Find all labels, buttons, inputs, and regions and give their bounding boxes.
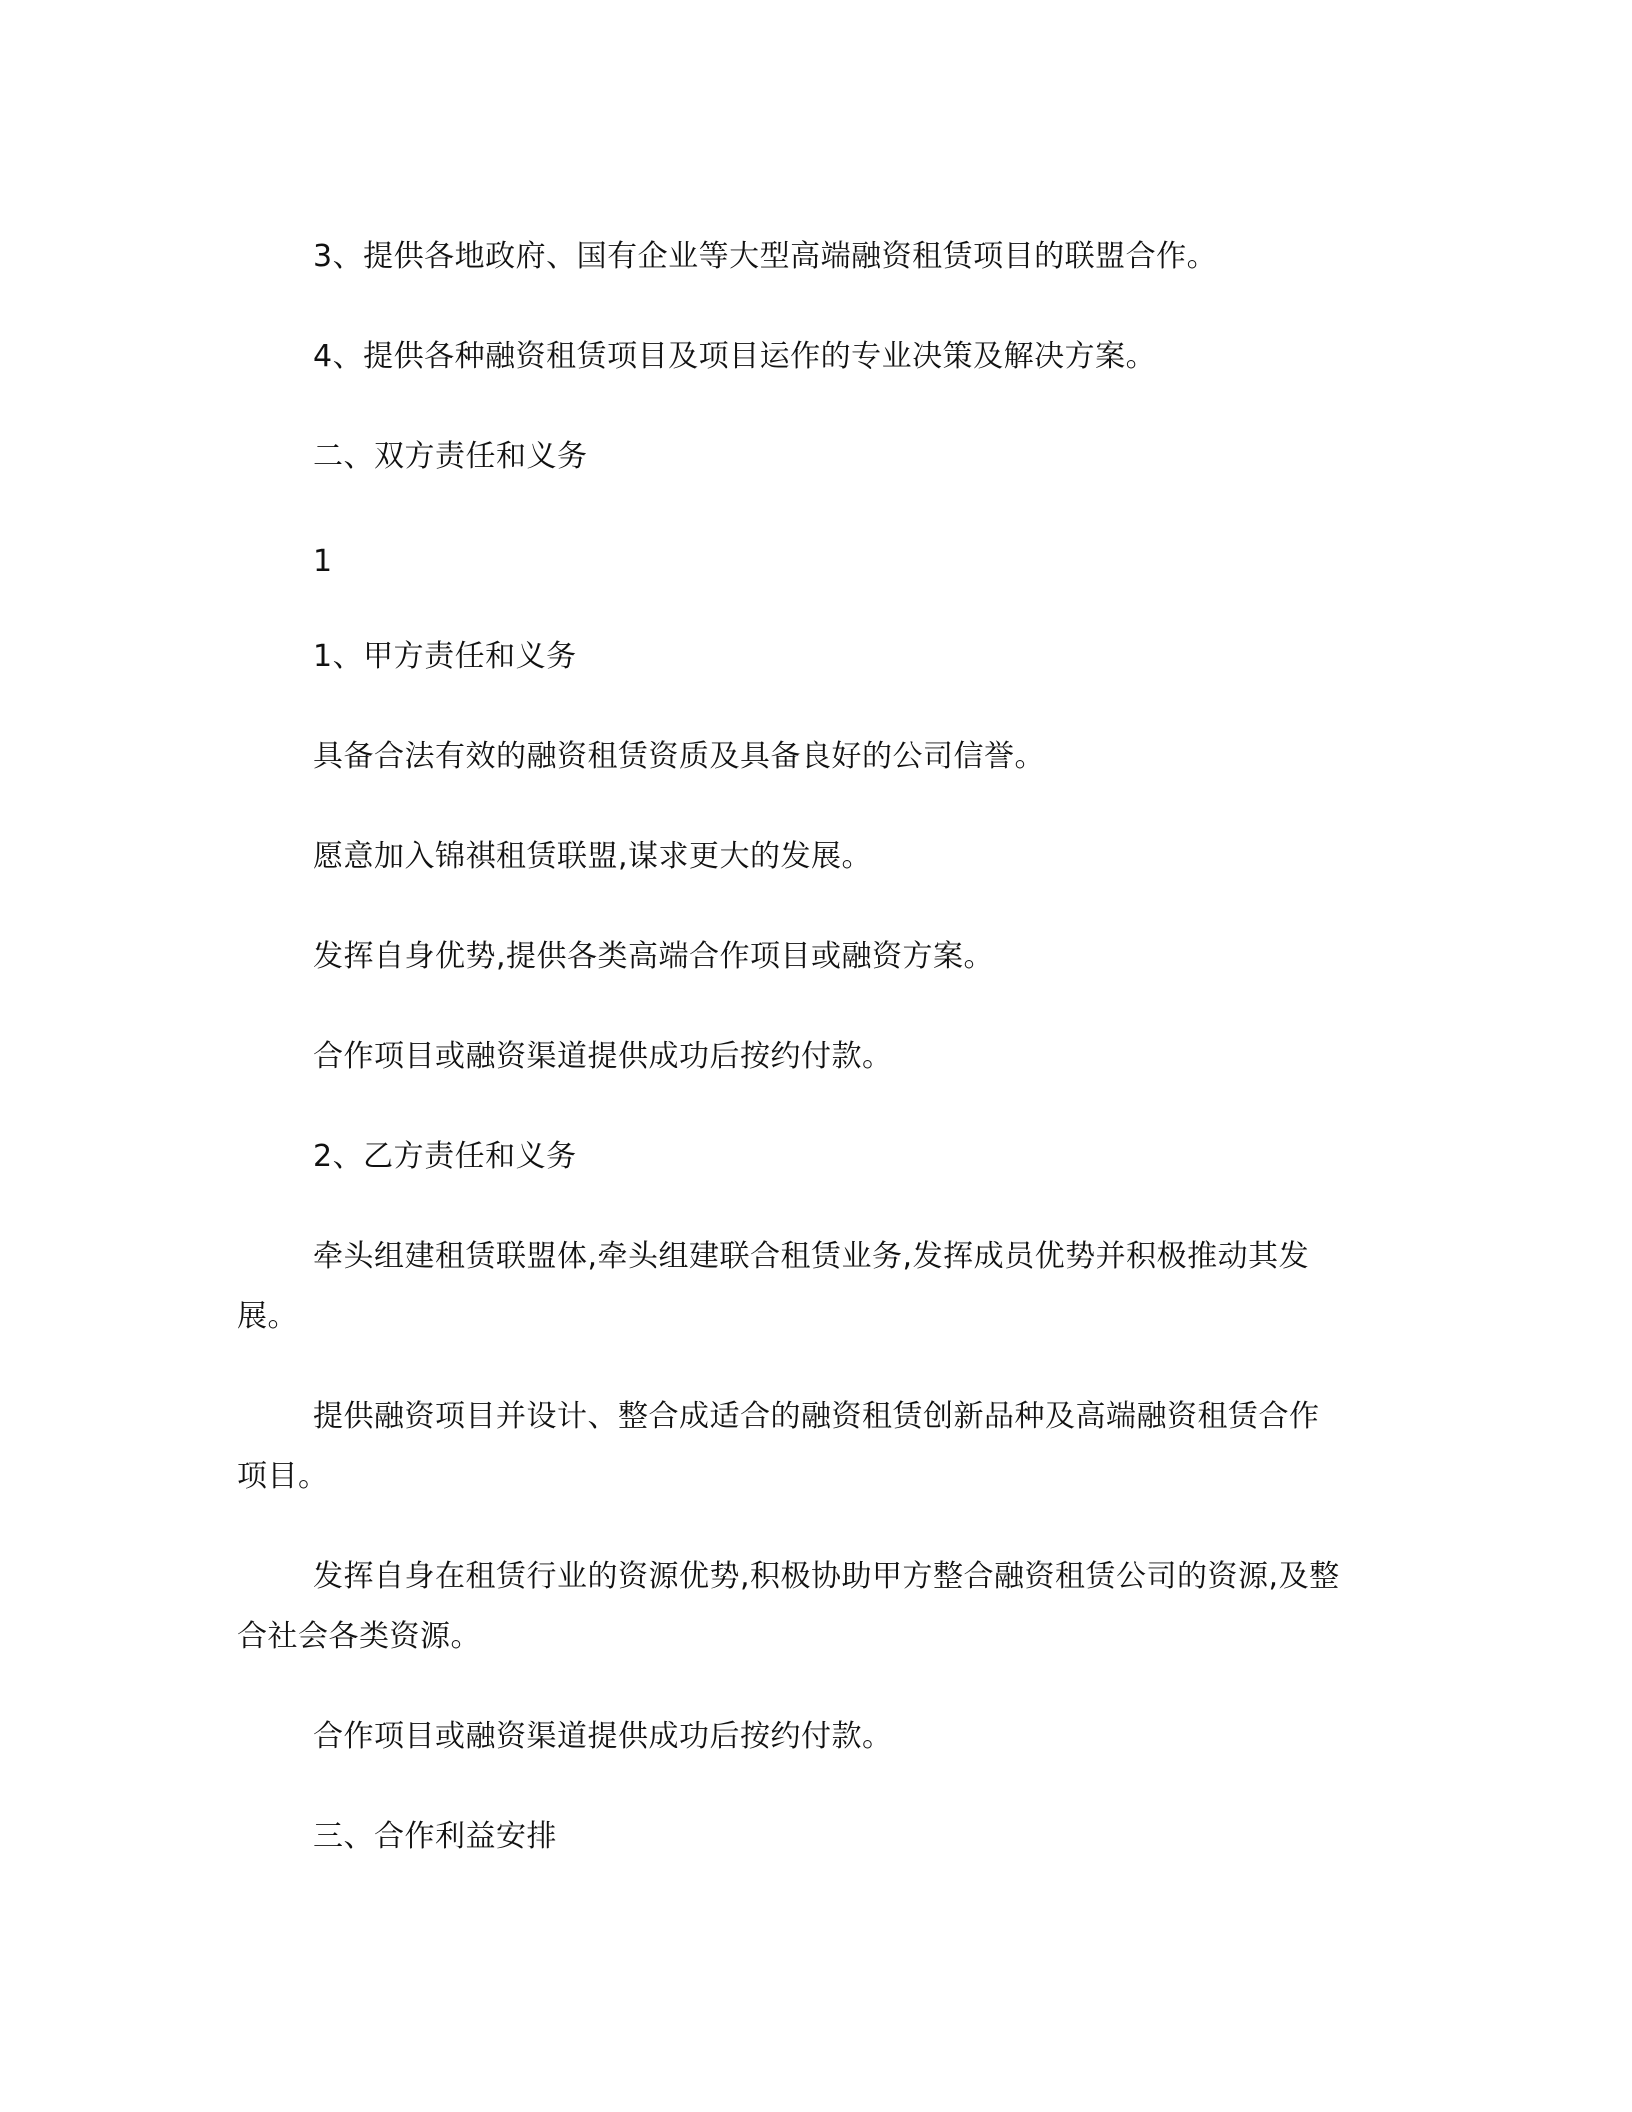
section-heading-3: 三、合作利益安排	[313, 1819, 557, 1854]
party-b-item-line: 提供融资项目并设计、整合成适合的融资租赁创新品种及高端融资租赁合作	[313, 1399, 1320, 1434]
party-b-item-continuation: 展。	[237, 1299, 298, 1334]
party-a-item: 愿意加入锦祺租赁联盟,谋求更大的发展。	[313, 839, 873, 874]
party-a-heading: 1、甲方责任和义务	[313, 639, 577, 674]
list-item-3: 3、提供各地政府、国有企业等大型高端融资租赁项目的联盟合作。	[313, 239, 1218, 274]
party-b-item-line: 发挥自身在租赁行业的资源优势,积极协助甲方整合融资租赁公司的资源,及整	[313, 1559, 1340, 1594]
page-number: 1	[313, 544, 333, 579]
section-heading-2: 二、双方责任和义务	[313, 439, 588, 474]
party-b-heading: 2、乙方责任和义务	[313, 1139, 577, 1174]
party-a-item: 具备合法有效的融资租赁资质及具备良好的公司信誉。	[313, 739, 1045, 774]
list-item-4: 4、提供各种融资租赁项目及项目运作的专业决策及解决方案。	[313, 339, 1157, 374]
party-b-item-line: 合作项目或融资渠道提供成功后按约付款。	[313, 1719, 893, 1754]
party-b-item-continuation: 合社会各类资源。	[237, 1619, 481, 1654]
party-a-item: 发挥自身优势,提供各类高端合作项目或融资方案。	[313, 939, 995, 974]
party-b-item-continuation: 项目。	[237, 1459, 329, 1494]
party-a-item: 合作项目或融资渠道提供成功后按约付款。	[313, 1039, 893, 1074]
party-b-item-line: 牵头组建租赁联盟体,牵头组建联合租赁业务,发挥成员优势并积极推动其发	[313, 1239, 1310, 1274]
